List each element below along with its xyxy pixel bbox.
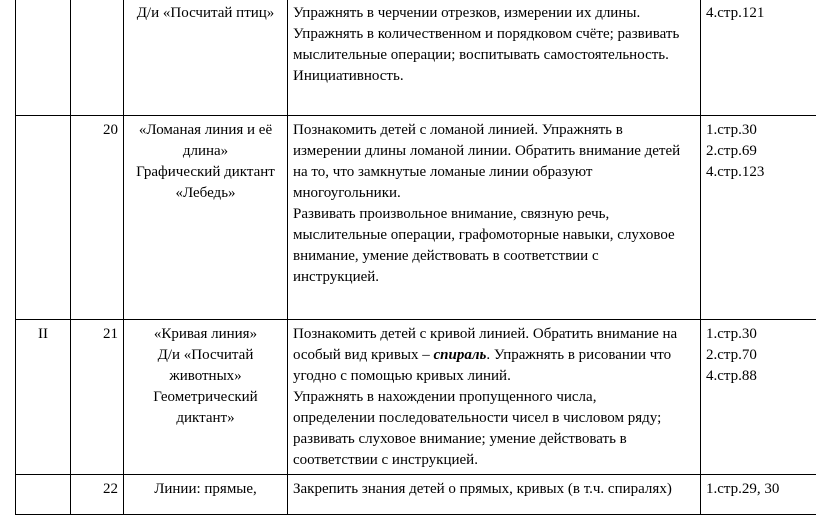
- reference-line: 2.стр.70: [706, 347, 757, 363]
- description-line: на то, что замкнутые ломаные линии образуют: [293, 164, 593, 180]
- topic-cell: [124, 475, 288, 515]
- references-cell: [701, 116, 816, 320]
- description-line: Познакомить детей с кривой линией. Обратить внимание на: [293, 326, 678, 342]
- lesson-number-cell: [71, 0, 124, 116]
- description-cell: [288, 475, 701, 515]
- topic-cell: [124, 116, 288, 320]
- reference-line: 1.стр.30: [706, 122, 757, 138]
- description-line: угодно с помощью кривых линий.: [293, 368, 511, 384]
- description-line: многоугольники.: [293, 185, 401, 201]
- description-line: Развивать произвольное внимание, связную речь,: [293, 206, 610, 222]
- references-cell: [701, 320, 816, 475]
- topic-cell: [124, 0, 288, 116]
- description-cell: [288, 0, 701, 116]
- description-line: Познакомить детей с ломаной линией. Упражнять в: [293, 122, 623, 138]
- topic-line: длина»: [182, 143, 229, 159]
- description-line: определении последовательности чисел в числовом ряду;: [293, 410, 662, 426]
- topic-line: Линии: прямые,: [154, 481, 257, 497]
- topic-line: «Ломаная линия и её: [138, 122, 273, 138]
- table-row: [16, 116, 816, 320]
- topic-line: Графический диктант: [136, 164, 275, 180]
- table-row: [16, 0, 816, 116]
- references-cell: [701, 0, 816, 116]
- lesson-number-cell: 20: [71, 116, 124, 320]
- quarter-cell: [16, 475, 71, 515]
- table-row: [16, 320, 816, 475]
- topic-line: «Лебедь»: [175, 185, 236, 201]
- reference-line: 1.стр.30: [706, 326, 757, 342]
- reference-line: 4.стр.88: [706, 368, 757, 384]
- description-text: особый вид кривых –: [293, 347, 434, 363]
- lesson-number-cell: 21: [71, 320, 124, 475]
- quarter-cell: II: [16, 320, 71, 475]
- reference-line: 1.стр.29, 30: [706, 481, 780, 497]
- description-line: Закрепить знания детей о прямых, кривых (в т.ч. спиралях): [293, 481, 672, 497]
- description-line: измерении длины ломаной линии. Обратить внимание детей: [293, 143, 681, 159]
- description-line: развивать слуховое внимание; умение действовать в: [293, 431, 627, 447]
- quarter-cell: [16, 116, 71, 320]
- lesson-number-cell: 22: [71, 475, 124, 515]
- spiral-emphasis: спираль: [433, 347, 487, 363]
- description-line: мыслительные операции; воспитывать самостоятельность.: [293, 47, 669, 63]
- description-line: Упражнять в количественном и порядковом счёте; развивать: [293, 26, 680, 42]
- description-text: . Упражнять в рисовании что: [486, 347, 672, 363]
- reference-line: 2.стр.69: [706, 143, 757, 159]
- table-row: [16, 475, 816, 515]
- description-line: Упражнять в черчении отрезков, измерении их длины.: [293, 5, 641, 21]
- topic-line: диктант»: [176, 410, 235, 426]
- topic-line: Д/и «Посчитай птиц»: [136, 5, 275, 21]
- references-cell: [701, 475, 816, 515]
- quarter-cell: [16, 0, 71, 116]
- reference-line: 4.стр.123: [706, 164, 765, 180]
- topic-line: Д/и «Посчитай: [157, 347, 254, 363]
- topic-line: Геометрический: [153, 389, 258, 405]
- topic-line: животных»: [169, 368, 242, 384]
- description-cell: [288, 320, 701, 475]
- description-line: мыслительные операции, графомоторные навыки, слуховое: [293, 227, 675, 243]
- description-line: внимание, умение действовать в соответствии с: [293, 248, 599, 264]
- description-line: Упражнять в нахождении пропущенного числа,: [293, 389, 597, 405]
- description-line: Инициативность.: [293, 68, 404, 84]
- description-cell: [288, 116, 701, 320]
- lesson-plan-table: [15, 0, 816, 515]
- topic-cell: [124, 320, 288, 475]
- description-line: инструкцией.: [293, 269, 380, 285]
- reference-line: 4.стр.121: [706, 5, 765, 21]
- description-line: [293, 345, 695, 366]
- description-line: соответствии с инструкцией.: [293, 452, 478, 468]
- topic-line: «Кривая линия»: [153, 326, 258, 342]
